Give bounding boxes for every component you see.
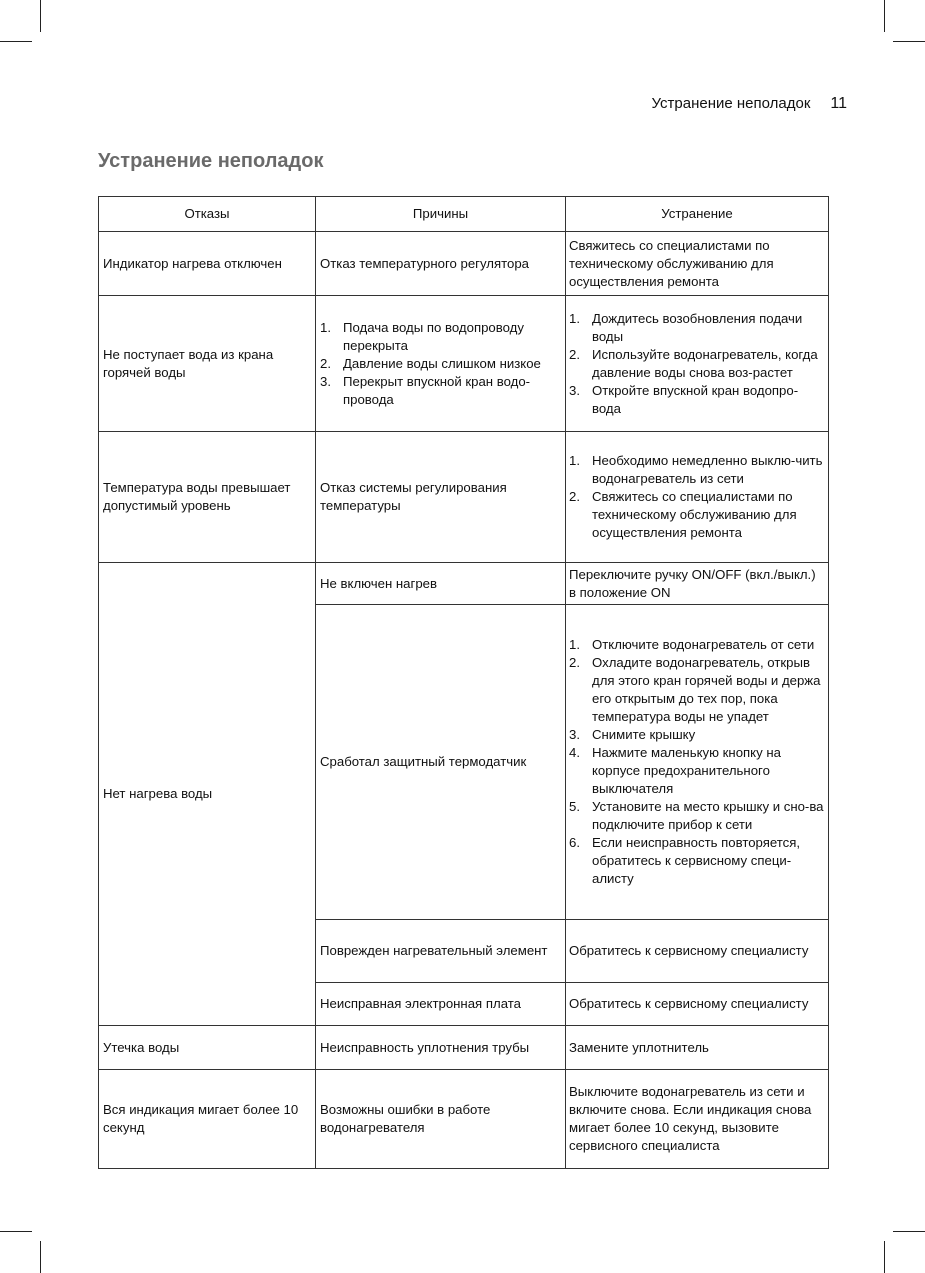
solution-list [569,636,826,888]
list-item: 3. Снимите крышку [569,727,696,742]
cause-cell: Возможны ошибки в работе водонагревателя [316,1070,566,1169]
list-item: 2. Охладите водонагреватель, открыв для этого кран горячей воды и держа его открытым до тех пор, пока температура воды не упадет [569,655,821,724]
solution-list [569,452,826,542]
cause-cell: Не включен нагрев [316,563,566,605]
list-item: 2. Давление воды слишком низкое [320,355,541,371]
cause-cell: Отказ системы регулирования температуры [316,432,566,563]
crop-mark [893,41,925,42]
troubleshooting-table [98,196,829,1169]
cause-cell: Сработал защитный термодатчик [316,605,566,920]
failure-cell: Индикатор нагрева отключен [99,232,316,296]
solution-cell: Выключите водонагреватель из сети и включите снова. Если индикация снова мигает более 10 секунд, вызовите сервисного специалиста [566,1070,829,1169]
crop-mark [0,41,32,42]
cause-cell: Неисправная электронная плата [316,983,566,1026]
solution-cell: Обратитесь к сервисному специалисту [566,983,829,1026]
page-number: 11 [830,95,847,112]
list-item: 1. Необходимо немедленно выклю-чить водонагреватель из сети [569,453,823,486]
solution-cell: Свяжитесь со специалистами по техническому обслуживанию для осуществления ремонта [566,232,829,296]
list-item: 1. Подача воды по водопроводу перекрыта [320,319,524,353]
failure-cell: Температура воды превышает допустимый уровень [99,432,316,563]
failure-cell: Нет нагрева воды [99,563,316,1026]
crop-mark [893,1231,925,1232]
solution-cell: Обратитесь к сервисному специалисту [566,920,829,983]
solution-cell [566,432,829,563]
column-header-causes: Причины [316,197,566,232]
solution-cell [566,605,829,920]
cause-list [320,319,561,409]
running-header-section: Устранение неполадок [651,95,811,112]
table-header-row [99,197,829,232]
table-row [99,1026,829,1070]
failure-cell: Вся индикация мигает более 10 секунд [99,1070,316,1169]
table-row [99,232,829,296]
list-item: 5. Установите на место крышку и сно-ва подключите прибор к сети [569,799,824,832]
cause-cell [316,296,566,432]
list-item: 1. Отключите водонагреватель от сети [569,637,815,652]
table-row [99,563,829,605]
list-item: 3. Перекрыт впускной кран водо-провода [320,373,531,407]
table-row [99,1070,829,1169]
list-item: 6. Если неисправность повторяется, обратитесь к сервисному специ-алисту [569,835,801,886]
cause-cell: Отказ температурного регулятора [316,232,566,296]
solution-cell: Переключите ручку ON/OFF (вкл./выкл.) в положение ON [566,563,829,605]
crop-mark [884,1241,885,1273]
list-item: 2. Используйте водонагреватель, когда давление воды снова воз-растет [569,346,818,380]
crop-mark [0,1231,32,1232]
cause-cell: Неисправность уплотнения трубы [316,1026,566,1070]
solution-list [569,310,826,418]
list-item: 4. Нажмите маленькую кнопку на корпусе предохранительного выключателя [569,745,781,796]
column-header-failures: Отказы [99,197,316,232]
solution-cell [566,296,829,432]
page-title: Устранение неполадок [98,150,324,172]
running-header [651,95,847,113]
table-row [99,432,829,563]
crop-mark [884,0,885,32]
cause-cell: Поврежден нагревательный элемент [316,920,566,983]
list-item: 1. Дождитесь возобновления подачи воды [569,310,803,344]
crop-mark [40,0,41,32]
crop-mark [40,1241,41,1273]
list-item: 3. Откройте впускной кран водопро-вода [569,382,799,416]
list-item: 2. Свяжитесь со специалистами по техническому обслуживанию для осуществления ремонта [569,489,797,540]
failure-cell: Утечка воды [99,1026,316,1070]
solution-cell: Замените уплотнитель [566,1026,829,1070]
table-row [99,296,829,432]
failure-cell: Не поступает вода из крана горячей воды [99,296,316,432]
column-header-remedies: Устранение [566,197,829,232]
